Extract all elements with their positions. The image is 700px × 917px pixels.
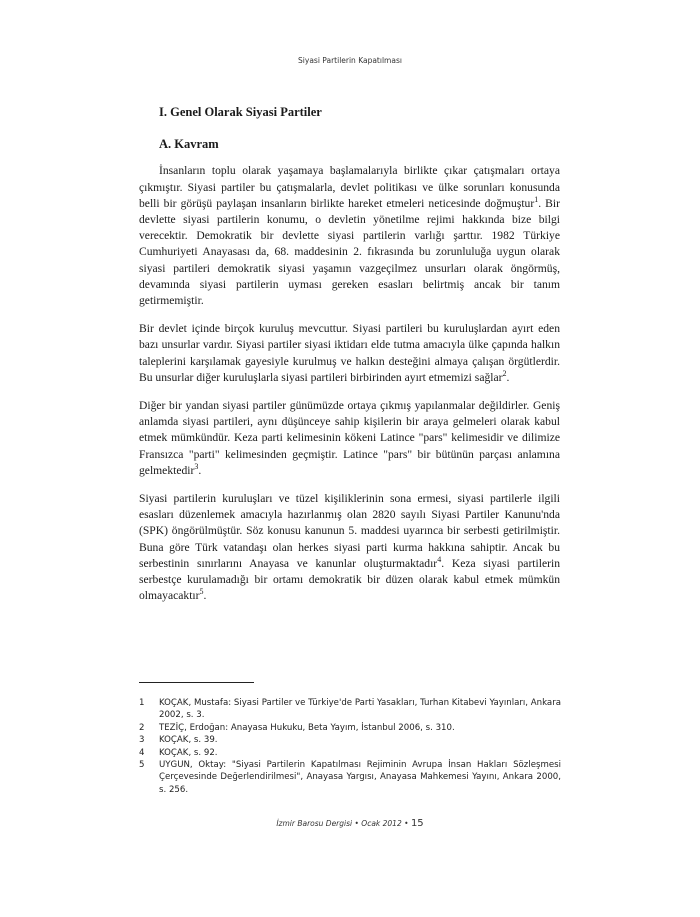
paragraph-text: Siyasi partilerin kuruluşları ve tüzel kişiliklerinin sona ermesi, siyasi partilerle ilgili esasları düzenlemek amacıyla hazırlanmış olan 2820 sayılı Siyasi Partiler Kanunu'nda (SPK) öngörülmüştür. Söz konusu kanunun 5. maddesi uyarınca bir serbesti getirilmiştir. Buna göre Türk vatandaşı olan herkes siyasi parti kurma hakkına sahiptir. Ancak bu serbestinin sınırlarını Anayasa ve kanunlar oluşturmaktadır (139, 492, 560, 570)
subsection-heading: A. Kavram (159, 137, 219, 152)
footnote-text: KOÇAK, Mustafa: Siyasi Partiler ve Türkiye'de Parti Yasakları, Turhan Kitabevi Yayınları, Ankara 2002, s. 3. (159, 698, 561, 721)
paragraph-text: . (506, 370, 510, 384)
footnote-item (139, 734, 561, 746)
footnotes (139, 697, 561, 796)
footnote-number: 2 (139, 722, 145, 733)
page-footer (0, 818, 700, 829)
footnote-separator (139, 682, 254, 683)
paragraph-3 (139, 398, 560, 479)
footnote-number: 3 (139, 735, 145, 746)
footnote-item (139, 747, 561, 759)
footnote-ref: 3 (194, 462, 199, 471)
footnote-item (139, 759, 561, 796)
paragraph-text: Bir devlet içinde birçok kuruluş mevcuttur. Siyasi partileri bu kuruluşlardan ayırt eden bazı unsurlar vardır. Siyasi partiler siyasi iktidarı elde tutma amacıyla ülke çapında halkın taleplerini karşılamak gayesiyle kurulmuş ve halkın desteğini almaya çalışan örgütlerdir. Bu unsurlar diğer kuruluşlarla siyasi partileri birbirinden ayırt etmemizi sağlar (139, 322, 560, 384)
footnote-text: KOÇAK, s. 39. (159, 735, 218, 746)
paragraph-text: Diğer bir yandan siyasi partiler günümüzde ortaya çıkmış yapılanmalar değildirler. Geniş anlamda siyasi partileri, aynı düşünceye sahip kişilerin bir araya gelmeleri olarak kabul etmek mümkündür. Keza parti kelimesinin kökeni Latince "pars" kelimesidir ve dilimize Fransızca "parti" kelimesinden geçmiştir. Latince "pars" bir bütünün parçası anlamına gelmektedir (139, 399, 560, 477)
paragraph-text: . Keza siyasi partilerin serbestçe kurulamadığı bir ortamı demokratik bir düzen olarak kabul etmek mümkün olmayacaktır (139, 556, 560, 603)
footnote-number: 4 (139, 747, 145, 758)
footnote-ref: 2 (502, 368, 507, 378)
footnote-ref: 4 (437, 555, 442, 565)
footnote-ref: 1 (534, 194, 539, 204)
paragraph-text: . (198, 463, 202, 477)
footnote-text: KOÇAK, s. 92. (159, 747, 218, 758)
running-header: Siyasi Partilerin Kapatılması (298, 56, 402, 65)
paragraph-text: . Bir devlette siyasi partilerin konumu, o devletin yönetilme rejimi hakkında bize bilgi verecektir. Demokratik bir devlette siyasi partilerin varlığı şarttır. 1982 Türkiye Cumhuriyeti Anayasası da, 68. maddesinin 2. fıkrasında bu zorunluluğa uygun olarak siyasi partileri demokratik siyasi yaşamın vazgeçilmez unsurları olarak öngörmüş, devamında siyasi partilerin uyması gereken esasları belirtmiş ancak bir tanım getirmemiştir. (139, 196, 560, 308)
footnote-item (139, 722, 561, 734)
footnote-number: 1 (139, 698, 145, 708)
footnote-item (139, 697, 561, 722)
journal-info: İzmir Barosu Dergisi • Ocak 2012 • (276, 819, 409, 828)
footnote-number: 5 (139, 760, 145, 771)
footnote-text: TEZİÇ, Erdoğan: Anayasa Hukuku, Beta Yayım, İstanbul 2006, s. 310. (159, 722, 455, 733)
section-heading: I. Genel Olarak Siyasi Partiler (159, 105, 322, 119)
footnote-ref: 5 (199, 587, 204, 597)
footnote-text: UYGUN, Oktay: "Siyasi Partilerin Kapatılması Rejiminin Avrupa İnsan Hakları Sözleşmesi Çerçevesinde Değerlendirilmesi", Anayasa Yargısı, Anayasa Mahkemesi Yayını, Ankara 2000, s. 256. (159, 760, 561, 795)
paragraph-2 (139, 321, 560, 386)
page-number: 15 (410, 818, 424, 829)
main-content (139, 104, 560, 616)
paragraph-4 (139, 491, 560, 604)
paragraph-text: . (203, 589, 207, 603)
paragraph-text: İnsanların toplu olarak yaşamaya başlamalarıyla birlikte çıkar çatışmaları ortaya çıkmıştır. Siyasi partiler bu çatışmalarla, devlet politikası ve ülke sorunları konusunda belli bir görüşü paylaşan insanların birlikte hareket etmeleri neticesinde doğmuştur (139, 164, 560, 210)
paragraph-1 (139, 163, 560, 309)
